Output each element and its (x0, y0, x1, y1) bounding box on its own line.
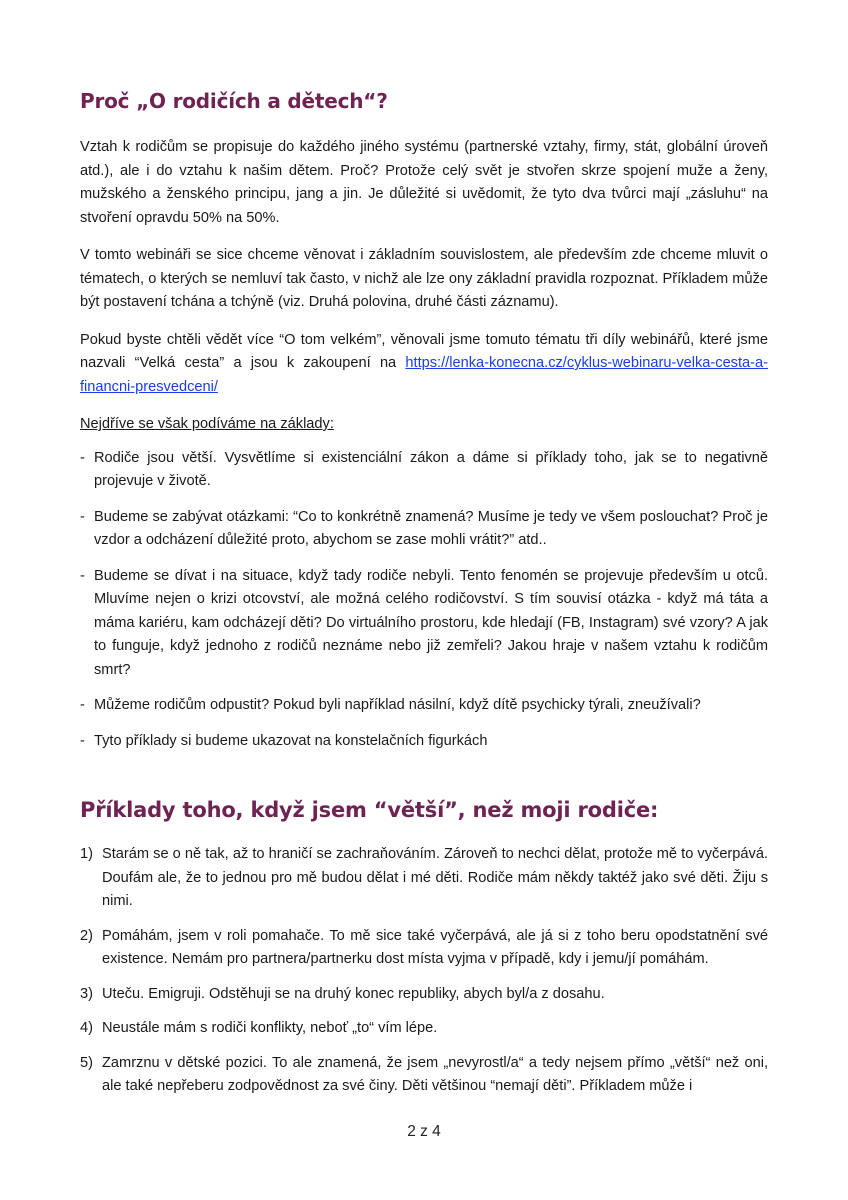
list-item-text: Budeme se zabývat otázkami: “Co to konkrétně znamená? Musíme je tedy ve všem poslouchat? Proč je vzdor a odcházení důležité proto, abychom se zase mohli vrátit?” atd.. (94, 508, 768, 548)
item-number: 3) (80, 985, 93, 1002)
item-number: 1) (80, 846, 93, 862)
list-item (80, 843, 768, 914)
item-number: 2) (80, 927, 93, 944)
list-item-text: Neustále mám s rodiči konflikty, neboť „to“ vím lépe. (102, 1020, 438, 1036)
list-item (80, 730, 768, 754)
list-item-text: Budeme se dívat i na situace, když tady rodiče nebyli. Tento fenomén se projevuje především u otců. Mluvíme nejen o krizi otcovství, ale možná celého rodičovství. S tím souvisí otázka - když má táta a máma kariéru, kam odcházejí děti? Do virtuálního prostoru, kde hledají (FB, Instagram) své vzory? A jak to funguje, když jednoho z rodičů neznáme nebo již zemřeli? Jakou hraje v našem vztahu k rodičům smrt? (94, 567, 768, 678)
paragraph-intro: Vztah k rodičům se propisuje do každého jiného systému (partnerské vztahy, firmy, stát, globální úroveň atd.), ale i do vztahu k našim dětem. Proč? Protože celý svět je stvořen skrze spojení muže a ženy, mužského a ženského principu, jang a jin. Je důležité si uvědomit, že tyto dva tvůrci mají „zásluhu“ na stvoření opravdu 50% na 50%. (80, 139, 768, 226)
page-content (80, 86, 768, 1110)
examples-list (80, 843, 768, 1099)
list-item (80, 506, 768, 553)
list-item-text: Tyto příklady si budeme ukazovat na konstelačních figurkách (94, 732, 488, 749)
dash-marker: - (80, 449, 85, 466)
webinar-link[interactable]: https://lenka-konecna.cz/cyklus-webinaru-velka-cesta-a-financni-presvedceni/ (80, 355, 768, 395)
list-item-text: Zamrznu v dětské pozici. To ale znamená, že jsem „nevyrostl/a“ a tedy nejsem přímo „větší“ než oni, ale také nepřeberu zodpovědnost za své činy. Děti většinou “nemají děti”. Příkladem může i (102, 1054, 768, 1094)
dash-marker: - (80, 508, 85, 525)
paragraph-webinar-focus: V tomto webináři se sice chceme věnovat i základním souvislostem, ale především zde chceme mluvit o tématech, o kterých se nemluví tak často, v nichž ale lze ony základní pravidla rozpoznat. Příkladem může být postavení tchána a tchýně (viz. Druhá polovina, druhé části záznamu). (80, 247, 768, 310)
page-number: 2 z 4 (407, 1123, 441, 1140)
list-item (80, 1052, 768, 1099)
list-item (80, 1017, 768, 1041)
dash-marker: - (80, 732, 85, 749)
list-item-text: Pomáhám, jsem v roli pomahače. To mě sice také vyčerpává, ale já si z toho beru opodstatnění své existence. Nemám pro partnera/partnerku dost místa vyjma v případě, kdy i jemu/jí pomáhám. (102, 927, 768, 967)
list-item (80, 925, 768, 972)
basics-intro-line: Nejdříve se však podíváme na základy: (80, 416, 334, 432)
item-number: 4) (80, 1020, 93, 1036)
paragraph-more-info (80, 329, 768, 400)
list-item (80, 983, 768, 1007)
list-item-text: Rodiče jsou větší. Vysvětlíme si existenciální zákon a dáme si příklady toho, jak se to negativně projevuje v životě. (94, 449, 768, 489)
section-heading-examples: Příklady toho, když jsem “větší”, než moji rodiče: (80, 798, 659, 822)
list-item (80, 565, 768, 683)
list-item-text: Uteču. Emigruji. Odstěhuji se na druhý konec republiky, abych byl/a z dosahu. (102, 985, 605, 1002)
dash-marker: - (80, 697, 85, 713)
dash-marker: - (80, 567, 85, 584)
basics-list (80, 447, 768, 754)
list-item (80, 447, 768, 494)
list-item-text: Můžeme rodičům odpustit? Pokud byli například násilní, když dítě psychicky týrali, zneužívali? (94, 697, 701, 713)
list-item (80, 694, 768, 718)
section-heading-why: Proč „O rodičích a dětech“? (80, 89, 388, 113)
list-item-text: Starám se o ně tak, až to hraničí se zachraňováním. Zároveň to nechci dělat, protože mě to vyčerpává. Doufám ale, že to jednou pro mě budou dělat i mé děti. Rodiče mám někdy taktéž jako své děti. Žiju s nimi. (102, 846, 768, 909)
more-info-text: Pokud byste chtěli vědět více “O tom velkém”, věnovali jsme tomuto tématu tři díly webinářů, které jsme nazvali “Velká cesta” a jsou k zakoupení na (80, 331, 768, 371)
item-number: 5) (80, 1054, 93, 1071)
